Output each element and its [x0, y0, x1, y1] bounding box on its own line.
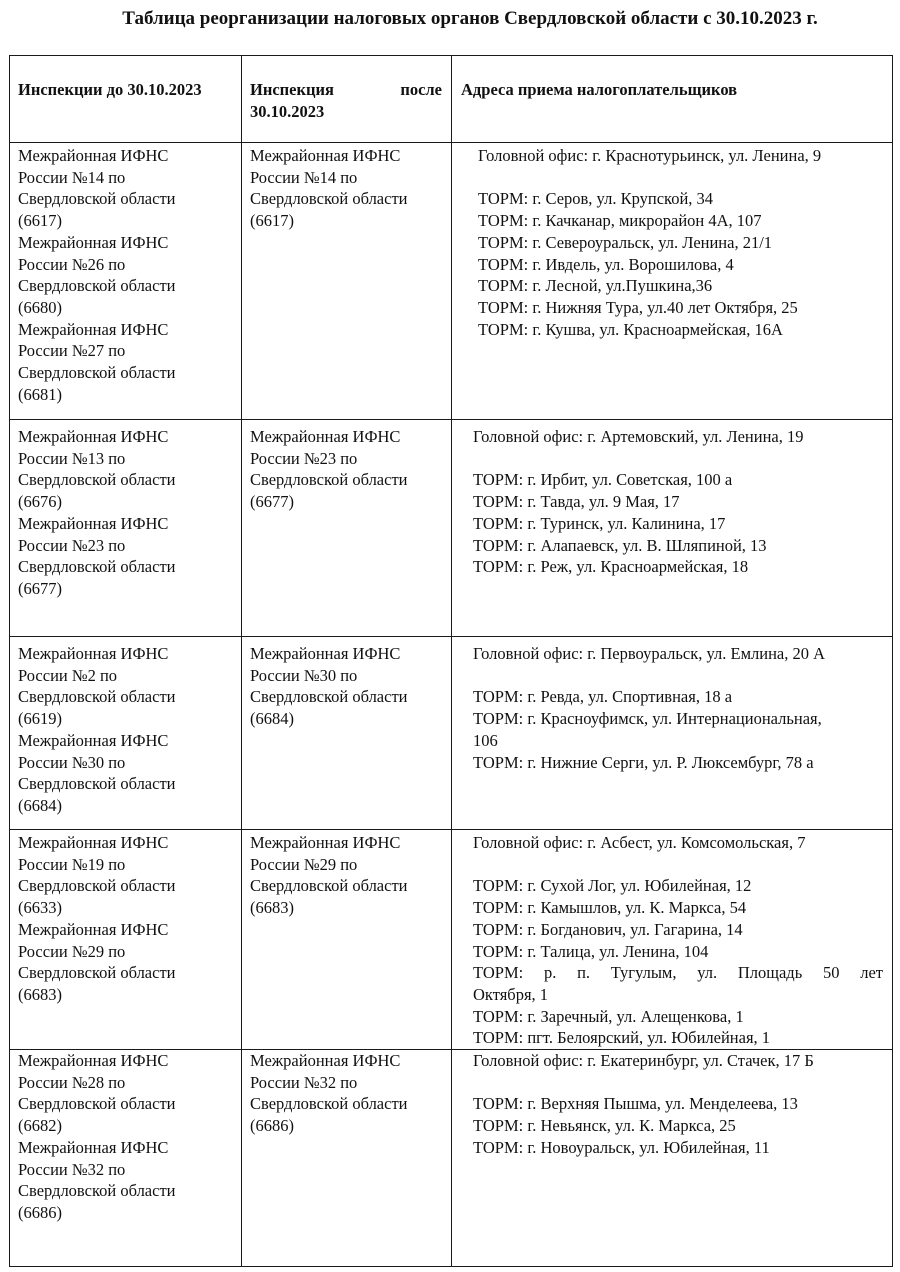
line: Межрайонная ИФНС	[18, 1051, 169, 1070]
line: Свердловской области	[18, 363, 176, 383]
table-divider-2	[451, 55, 452, 1267]
line: Свердловской области	[18, 1094, 176, 1114]
row-divider	[9, 829, 893, 830]
table-border-right	[892, 55, 893, 1267]
row3-after	[250, 643, 442, 730]
line: (6617)	[18, 211, 62, 231]
line: Межрайонная ИФНС	[250, 833, 401, 852]
head-office: Головной офис: г. Артемовский, ул. Ленина, 19	[473, 427, 804, 446]
torm-address: ТОРМ: г. Ревда, ул. Спортивная, 18 а	[473, 687, 733, 707]
torm-address: ТОРМ: г. Лесной, ул.Пушкина,36	[478, 276, 713, 296]
line: (6633)	[18, 898, 62, 918]
head-office: Головной офис: г. Асбест, ул. Комсомольская, 7	[473, 833, 806, 852]
row2-before	[18, 426, 230, 600]
line: (6676)	[18, 492, 62, 512]
torm-address: 106	[473, 730, 498, 750]
line: (6677)	[18, 578, 62, 598]
line: Межрайонная ИФНС	[18, 427, 169, 446]
torm-address: ТОРМ: г. Красноуфимск, ул. Интернациональная,	[473, 709, 822, 729]
line: Свердловской области	[250, 687, 408, 707]
line: Свердловской области	[18, 470, 176, 490]
torm-address: ТОРМ: г. Качканар, микрорайон 4А, 107	[478, 211, 762, 231]
line: Свердловской области	[250, 876, 408, 896]
line: Свердловской области	[250, 189, 408, 209]
line: России №14 по	[250, 167, 358, 187]
line: России №30 по	[250, 665, 358, 685]
line: России №13 по	[18, 448, 126, 468]
head-office: Головной офис: г. Краснотурьинск, ул. Ленина, 9	[478, 146, 822, 165]
torm-address: ТОРМ: г. Реж, ул. Красноармейская, 18	[473, 557, 749, 577]
line: (6680)	[18, 297, 62, 317]
row1-addresses	[478, 145, 888, 340]
row4-before	[18, 832, 230, 1006]
torm-address: ТОРМ: г. Североуральск, ул. Ленина, 21/1	[478, 232, 773, 252]
line: (6681)	[18, 384, 62, 404]
torm-address: ТОРМ: г. Невьянск, ул. К. Маркса, 25	[473, 1116, 736, 1136]
row2-after	[250, 426, 442, 513]
line: (6683)	[18, 984, 62, 1004]
table-divider-1	[241, 55, 242, 1267]
torm-address: ТОРМ: г. Ирбит, ул. Советская, 100 а	[473, 470, 733, 490]
table-border-bottom	[9, 1266, 893, 1267]
header-col-after	[250, 79, 442, 122]
torm-address: ТОРМ: г. Сухой Лог, ул. Юбилейная, 12	[473, 876, 752, 896]
torm-address: ТОРМ: г. Верхняя Пышма, ул. Менделеева, 13	[473, 1094, 798, 1114]
torm-address: ТОРМ: пгт. Белоярский, ул. Юбилейная, 1	[473, 1028, 771, 1048]
line: России №23 по	[250, 448, 358, 468]
header-col-after-word1: Инспекция	[250, 80, 334, 99]
torm-address: ТОРМ: г. Нижняя Тура, ул.40 лет Октября, 25	[478, 297, 798, 317]
line: Свердловской области	[250, 470, 408, 490]
torm-address: ТОРМ: г. Новоуральск, ул. Юбилейная, 11	[473, 1137, 770, 1157]
torm-address: ТОРМ: г. Нижние Серги, ул. Р. Люксембург, 78 а	[473, 752, 814, 772]
table-border-top	[9, 55, 893, 56]
line: Межрайонная ИФНС	[18, 513, 169, 533]
head-office: Головной офис: г. Первоуральск, ул. Емлина, 20 А	[473, 644, 826, 663]
torm-address: ТОРМ: г. Богданович, ул. Гагарина, 14	[473, 919, 743, 939]
line: России №26 по	[18, 254, 126, 274]
torm-address: ТОРМ: г. Камышлов, ул. К. Маркса, 54	[473, 898, 747, 918]
torm-address: ТОРМ: г. Талица, ул. Ленина, 104	[473, 941, 709, 961]
line: Свердловской области	[18, 876, 176, 896]
line: (6686)	[250, 1116, 294, 1136]
line: России №14 по	[18, 167, 126, 187]
line: Межрайонная ИФНС	[250, 644, 401, 663]
torm-address: Октября, 1	[473, 984, 549, 1004]
row4-after	[250, 832, 442, 919]
torm-address: ТОРМ: г. Туринск, ул. Калинина, 17	[473, 513, 726, 533]
line: (6684)	[18, 795, 62, 815]
line: Свердловской области	[250, 1094, 408, 1114]
row5-before	[18, 1050, 230, 1224]
torm-address: ТОРМ: р. п. Тугулым, ул. Площадь 50 лет	[473, 963, 883, 983]
line: (6684)	[250, 709, 294, 729]
line: России №28 по	[18, 1072, 126, 1092]
line: России №27 по	[18, 341, 126, 361]
line: России №30 по	[18, 752, 126, 772]
line: Свердловской области	[18, 963, 176, 983]
line: России №29 по	[18, 941, 126, 961]
row1-after	[250, 145, 442, 232]
line: Межрайонная ИФНС	[18, 919, 169, 939]
line: Межрайонная ИФНС	[250, 146, 401, 165]
line: Свердловской области	[18, 774, 176, 794]
line: России №29 по	[250, 854, 358, 874]
row2-addresses	[473, 426, 883, 578]
torm-address: ТОРМ: г. Серов, ул. Крупской, 34	[478, 189, 714, 209]
line: Межрайонная ИФНС	[18, 833, 169, 852]
row-divider	[9, 142, 893, 143]
header-col-before	[18, 79, 230, 101]
row4-addresses	[473, 832, 883, 1049]
table-border-left	[9, 55, 10, 1267]
row5-after	[250, 1050, 442, 1137]
row5-addresses	[473, 1050, 883, 1159]
line: России №32 по	[250, 1072, 358, 1092]
header-col-after-line2: 30.10.2023	[250, 101, 325, 121]
line: Свердловской области	[18, 189, 176, 209]
line: (6617)	[250, 211, 294, 231]
line: Свердловской области	[18, 687, 176, 707]
row3-before	[18, 643, 230, 817]
torm-address: ТОРМ: г. Алапаевск, ул. В. Шляпиной, 13	[473, 535, 767, 555]
head-office: Головной офис: г. Екатеринбург, ул. Стачек, 17 Б	[473, 1051, 814, 1070]
row3-addresses	[473, 643, 883, 773]
header-col-after-word2: после	[400, 80, 442, 99]
torm-address: ТОРМ: г. Тавда, ул. 9 Мая, 17	[473, 492, 680, 512]
line: Межрайонная ИФНС	[250, 427, 401, 446]
header-col-before-text: Инспекции до 30.10.2023	[18, 80, 202, 99]
line: России №32 по	[18, 1159, 126, 1179]
torm-address: ТОРМ: г. Ивдель, ул. Ворошилова, 4	[478, 254, 734, 274]
line: Межрайонная ИФНС	[18, 319, 169, 339]
line: (6677)	[250, 492, 294, 512]
line: Межрайонная ИФНС	[18, 232, 169, 252]
line: Свердловской области	[18, 1181, 176, 1201]
row-divider	[9, 636, 893, 637]
line: (6619)	[18, 709, 62, 729]
line: России №2 по	[18, 665, 118, 685]
line: Свердловской области	[18, 276, 176, 296]
page-title: Таблица реорганизации налоговых органов Свердловской области с 30.10.2023 г.	[122, 8, 818, 29]
header-col-addresses-text: Адреса приема налогоплательщиков	[461, 80, 738, 99]
torm-address: ТОРМ: г. Кушва, ул. Красноармейская, 16А	[478, 319, 783, 339]
line: (6683)	[250, 898, 294, 918]
line: (6686)	[18, 1202, 62, 1222]
line: Свердловской области	[18, 557, 176, 577]
row1-before	[18, 145, 230, 405]
row-divider	[9, 419, 893, 420]
line: Межрайонная ИФНС	[18, 730, 169, 750]
line: (6682)	[18, 1116, 62, 1136]
line: Межрайонная ИФНС	[18, 1137, 169, 1157]
line: Межрайонная ИФНС	[18, 644, 169, 663]
line: Межрайонная ИФНС	[250, 1051, 401, 1070]
line: Межрайонная ИФНС	[18, 146, 169, 165]
torm-address: ТОРМ: г. Заречный, ул. Алещенкова, 1	[473, 1006, 744, 1026]
line: России №23 по	[18, 535, 126, 555]
header-col-addresses	[461, 79, 871, 101]
line: России №19 по	[18, 854, 126, 874]
